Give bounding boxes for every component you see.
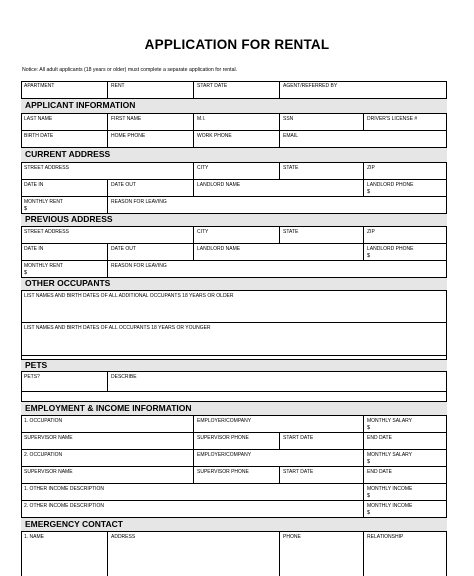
first-name-field[interactable]: [107, 114, 193, 130]
field-label: DATE IN: [24, 182, 44, 188]
field-label: REASON FOR LEAVING: [111, 263, 167, 269]
field-label: $: [367, 189, 371, 195]
start-date-1-field[interactable]: [279, 433, 363, 449]
field-label: $: [367, 510, 371, 516]
field-label: DESCRIBE: [111, 374, 137, 380]
field-label: 1. OCCUPATION: [24, 418, 63, 424]
other-income-2-field[interactable]: [21, 501, 363, 517]
field-label: 1. NAME: [24, 534, 45, 540]
field-label: $: [367, 425, 371, 431]
emergency-row: [21, 532, 447, 576]
applicant-row-2: [21, 131, 447, 148]
field-label: CITY: [197, 165, 209, 171]
applicant-row-1: [21, 114, 447, 131]
field-label: PREVIOUS ADDRESS: [25, 214, 113, 224]
current-monthly-rent-field[interactable]: [21, 197, 107, 213]
emergency-relationship-field[interactable]: [363, 532, 447, 576]
birth-date-field[interactable]: [21, 131, 107, 147]
previous-landlord-name-field[interactable]: [193, 244, 363, 260]
section-emergency: [21, 518, 447, 532]
current-date-out-field[interactable]: [107, 180, 193, 196]
field-label: 2. OTHER INCOME DESCRIPTION: [24, 503, 105, 509]
other-income-2-amount-field[interactable]: [363, 501, 447, 517]
section-other-occupants: [21, 278, 447, 291]
section-pets: [21, 360, 447, 372]
field-label: MONTHLY INCOME: [367, 486, 413, 492]
field-label: AGENT/REFERRED BY: [283, 83, 338, 89]
field-label: LANDLORD PHONE: [367, 182, 414, 188]
employment-row-5: [21, 484, 447, 501]
field-label: DATE IN: [24, 246, 44, 252]
field-label: END DATE: [367, 469, 392, 475]
employer-1-field[interactable]: [193, 416, 363, 432]
field-label: SUPERVISOR PHONE: [197, 435, 249, 441]
field-label: EMAIL: [283, 133, 299, 139]
previous-state-field[interactable]: [279, 227, 363, 243]
previous-landlord-phone-field[interactable]: [363, 244, 447, 260]
emergency-name-field[interactable]: [21, 532, 107, 576]
field-label: CURRENT ADDRESS: [25, 149, 111, 159]
field-label: SSN: [283, 116, 294, 122]
occupation-2-field[interactable]: [21, 450, 193, 466]
field-label: LAST NAME: [24, 116, 53, 122]
field-label: MONTHLY INCOME: [367, 503, 413, 509]
notice-text: Notice: All adult applicants (18 years or older) must complete a separate application for rental.: [22, 67, 238, 73]
field-label: DRIVER'S LICENSE #: [367, 116, 418, 122]
previous-street-field[interactable]: [21, 227, 193, 243]
field-label: START DATE: [283, 469, 314, 475]
field-label: WORK PHONE: [197, 133, 232, 139]
previous-zip-field[interactable]: [363, 227, 447, 243]
employment-row-1: [21, 416, 447, 433]
field-label: END DATE: [367, 435, 392, 441]
field-label: PETS?: [24, 374, 40, 380]
field-label: EMPLOYMENT & INCOME INFORMATION: [25, 403, 192, 413]
pets-field[interactable]: [21, 372, 107, 391]
previous-row-2: [21, 244, 447, 261]
field-label: DATE OUT: [111, 182, 136, 188]
rental-row: [21, 81, 447, 99]
employer-2-field[interactable]: [193, 450, 363, 466]
field-label: SUPERVISOR NAME: [24, 469, 73, 475]
field-label: CITY: [197, 229, 209, 235]
salary-1-field[interactable]: [363, 416, 447, 432]
previous-date-out-field[interactable]: [107, 244, 193, 260]
field-label: HOME PHONE: [111, 133, 146, 139]
field-label: EMERGENCY CONTACT: [25, 519, 123, 529]
employment-row-2: [21, 433, 447, 450]
field-label: BIRTH DATE: [24, 133, 54, 139]
field-label: LANDLORD PHONE: [367, 246, 414, 252]
field-label: FIRST NAME: [111, 116, 142, 122]
ssn-field[interactable]: [279, 114, 363, 130]
section-current-address: [21, 148, 447, 163]
apartment-field[interactable]: [21, 81, 107, 98]
field-label: RENT: [111, 83, 125, 89]
occupants-adults-label: LIST NAMES AND BIRTH DATES OF ALL ADDITIONAL OCCUPANTS 18 YEARS OR OLDER: [24, 293, 234, 299]
occupants-minors-label: LIST NAMES AND BIRTH DATES OF ALL OCCUPANTS 18 YEARS OR YOUNGER: [24, 325, 211, 331]
pets-row: [21, 372, 447, 392]
supervisor-phone-1-field[interactable]: [193, 433, 279, 449]
current-landlord-phone-field[interactable]: [363, 180, 447, 196]
field-label: EMPLOYER/COMPANY: [197, 452, 252, 458]
field-label: ZIP: [367, 165, 375, 171]
occupants-minors-field[interactable]: [21, 323, 447, 356]
last-name-field[interactable]: [21, 114, 107, 130]
field-label: PETS: [25, 360, 48, 370]
salary-2-field[interactable]: [363, 450, 447, 466]
current-street-field[interactable]: [21, 163, 193, 179]
previous-monthly-rent-field[interactable]: [21, 261, 107, 277]
field-label: STATE: [283, 229, 299, 235]
section-applicant: [21, 99, 447, 114]
emergency-phone-field[interactable]: [279, 532, 363, 576]
section-employment: [21, 402, 447, 416]
current-row-3: [21, 197, 447, 214]
field-label: SUPERVISOR NAME: [24, 435, 73, 441]
license-field[interactable]: [363, 114, 447, 130]
field-label: OTHER OCCUPANTS: [25, 278, 111, 288]
current-row-1: [21, 163, 447, 180]
field-label: REASON FOR LEAVING: [111, 199, 167, 205]
field-label: EMPLOYER/COMPANY: [197, 418, 252, 424]
field-label: START DATE: [283, 435, 314, 441]
field-label: $: [367, 493, 371, 499]
field-label: MONTHLY SALARY: [367, 418, 413, 424]
current-landlord-name-field[interactable]: [193, 180, 363, 196]
field-label: 2. OCCUPATION: [24, 452, 63, 458]
field-label: DATE OUT: [111, 246, 136, 252]
previous-row-3: [21, 261, 447, 278]
pets-describe-field[interactable]: [107, 372, 447, 391]
field-label: 1. OTHER INCOME DESCRIPTION: [24, 486, 105, 492]
end-date-2-field[interactable]: [363, 467, 447, 483]
form-title: APPLICATION FOR RENTAL: [144, 37, 330, 52]
field-label: LANDLORD NAME: [197, 182, 241, 188]
field-label: STATE: [283, 165, 299, 171]
employment-row-3: [21, 450, 447, 467]
work-phone-field[interactable]: [193, 131, 279, 147]
previous-date-in-field[interactable]: [21, 244, 107, 260]
start-date-2-field[interactable]: [279, 467, 363, 483]
field-label: SUPERVISOR PHONE: [197, 469, 249, 475]
field-label: STREET ADDRESS: [24, 165, 69, 171]
field-label: ZIP: [367, 229, 375, 235]
current-reason-field[interactable]: [107, 197, 447, 213]
field-label: M.I.: [197, 116, 206, 122]
field-label: MONTHLY RENT: [24, 199, 63, 205]
field-label: MONTHLY SALARY: [367, 452, 413, 458]
rent-field[interactable]: [107, 81, 193, 98]
current-state-field[interactable]: [279, 163, 363, 179]
previous-reason-field[interactable]: [107, 261, 447, 277]
section-previous-address: [21, 214, 447, 227]
field-label: $: [24, 270, 28, 276]
employment-row-6: [21, 501, 447, 518]
field-label: ADDRESS: [111, 534, 136, 540]
field-label: APPLICANT INFORMATION: [25, 100, 136, 110]
field-label: MONTHLY RENT: [24, 263, 63, 269]
supervisor-name-2-field[interactable]: [21, 467, 193, 483]
field-label: START DATE: [197, 83, 228, 89]
spacer: [21, 392, 447, 402]
field-label: PHONE: [283, 534, 301, 540]
occupants-adults-field[interactable]: [21, 291, 447, 323]
field-label: $: [24, 206, 28, 212]
occupation-1-field[interactable]: [21, 416, 193, 432]
field-label: $: [367, 459, 371, 465]
field-label: RELATIONSHIP: [367, 534, 404, 540]
end-date-1-field[interactable]: [363, 433, 447, 449]
previous-city-field[interactable]: [193, 227, 279, 243]
current-zip-field[interactable]: [363, 163, 447, 179]
start-date-field[interactable]: [193, 81, 279, 98]
current-city-field[interactable]: [193, 163, 279, 179]
emergency-address-field[interactable]: [107, 532, 279, 576]
supervisor-phone-2-field[interactable]: [193, 467, 279, 483]
field-label: LANDLORD NAME: [197, 246, 241, 252]
agent-field[interactable]: [279, 81, 447, 98]
current-date-in-field[interactable]: [21, 180, 107, 196]
field-label: $: [367, 253, 371, 259]
field-label: APARTMENT: [24, 83, 55, 89]
email-field[interactable]: [279, 131, 447, 147]
current-row-2: [21, 180, 447, 197]
supervisor-name-1-field[interactable]: [21, 433, 193, 449]
employment-row-4: [21, 467, 447, 484]
other-income-1-field[interactable]: [21, 484, 363, 500]
home-phone-field[interactable]: [107, 131, 193, 147]
field-label: STREET ADDRESS: [24, 229, 69, 235]
other-income-1-amount-field[interactable]: [363, 484, 447, 500]
previous-row-1: [21, 227, 447, 244]
mi-field[interactable]: [193, 114, 279, 130]
